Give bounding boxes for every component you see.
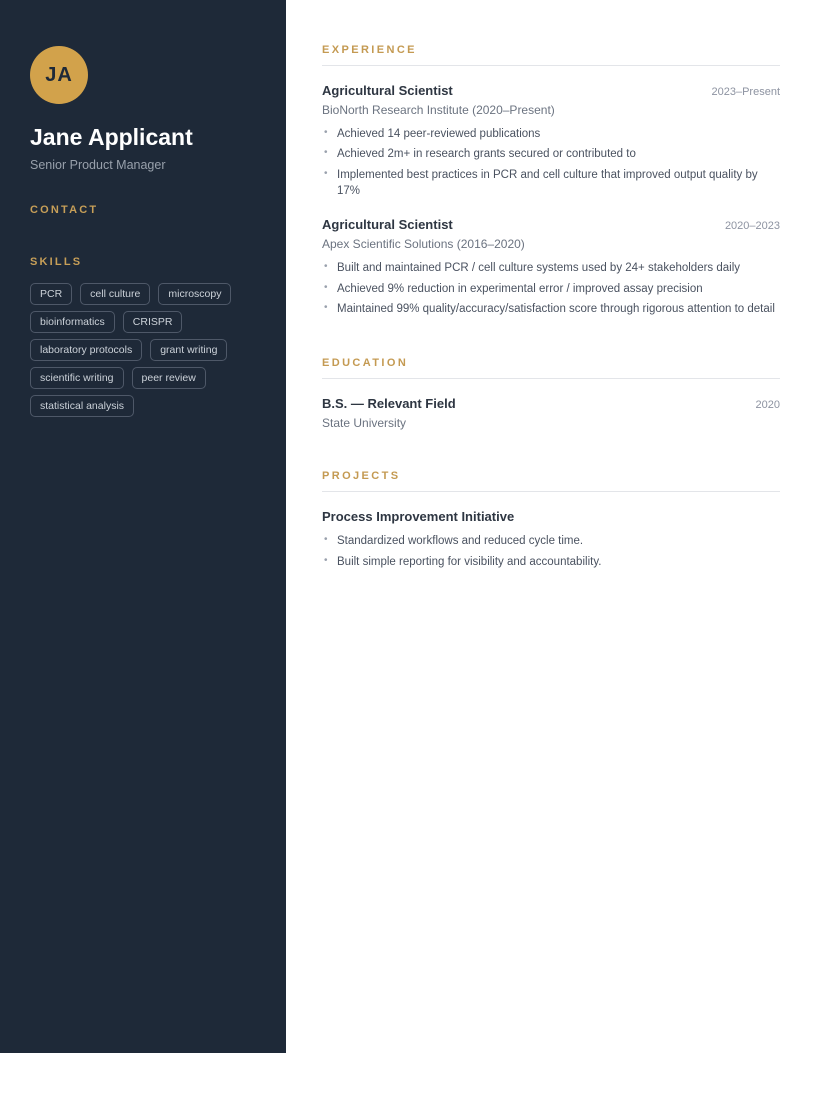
job-dates: 2023–Present	[711, 86, 780, 98]
skill-tag: scientific writing	[30, 367, 124, 389]
job-bullet-list	[322, 126, 780, 199]
job-company: Apex Scientific Solutions (2016–2020)	[322, 237, 525, 252]
sidebar	[0, 0, 286, 1053]
person-title: Senior Product Manager	[30, 158, 166, 172]
job-entry	[322, 83, 780, 199]
skills-heading: SKILLS	[30, 256, 83, 268]
projects-heading: PROJECTS	[322, 470, 780, 492]
skill-tag: statistical analysis	[30, 395, 134, 417]
job-bullet: • Maintained 99% quality/accuracy/satisfaction score through rigorous attention to detail	[322, 301, 780, 317]
job-entry	[322, 217, 780, 317]
education-header	[322, 396, 780, 411]
skill-tag: laboratory protocols	[30, 339, 142, 361]
project-title: Process Improvement Initiative	[322, 509, 515, 525]
education-heading: EDUCATION	[322, 357, 780, 379]
project-bullet: • Built simple reporting for visibility and accountability.	[322, 554, 780, 570]
job-header	[322, 217, 780, 232]
projects-section	[322, 470, 780, 570]
job-title: Agricultural Scientist	[322, 217, 453, 233]
job-bullet-list	[322, 260, 780, 317]
degree-title: B.S. — Relevant Field	[322, 396, 456, 412]
skill-tag: bioinformatics	[30, 311, 115, 333]
project-bullet: • Standardized workflows and reduced cycle time.	[322, 533, 780, 549]
skill-tag: PCR	[30, 283, 72, 305]
resume-main	[286, 0, 816, 570]
job-bullet: • Implemented best practices in PCR and cell culture that improved output quality by 17%	[322, 167, 780, 200]
skill-tag-list	[30, 283, 256, 417]
project-bullet-list	[322, 533, 780, 570]
job-bullet: • Built and maintained PCR / cell culture systems used by 24+ stakeholders daily	[322, 260, 780, 276]
job-title: Agricultural Scientist	[322, 83, 453, 98]
school-name: State University	[322, 416, 407, 431]
degree-year: 2020	[755, 399, 780, 412]
contact-heading: CONTACT	[30, 204, 99, 216]
job-bullet: • Achieved 9% reduction in experimental error / improved assay precision	[322, 281, 780, 297]
skill-tag: grant writing	[150, 339, 227, 361]
job-bullet: • Achieved 2m+ in research grants secured or contributed to	[322, 146, 780, 162]
project-header	[322, 509, 780, 524]
skill-tag: CRISPR	[123, 311, 183, 333]
job-header	[322, 83, 780, 98]
education-entry	[322, 396, 780, 430]
job-dates: 2020–2023	[724, 220, 780, 233]
person-name: Jane Applicant	[30, 124, 193, 150]
education-section	[322, 357, 780, 430]
contact-section	[30, 204, 256, 216]
experience-section	[322, 44, 780, 317]
experience-heading: EXPERIENCE	[322, 44, 780, 66]
avatar: JA	[30, 46, 88, 104]
skill-tag: microscopy	[158, 283, 231, 305]
skill-tag: cell culture	[80, 283, 150, 305]
job-bullet: • Achieved 14 peer-reviewed publications	[322, 126, 780, 142]
job-company: BioNorth Research Institute (2020–Present)	[322, 103, 555, 117]
skill-tag: peer review	[132, 367, 206, 389]
skills-section	[30, 256, 256, 417]
project-entry	[322, 509, 780, 570]
